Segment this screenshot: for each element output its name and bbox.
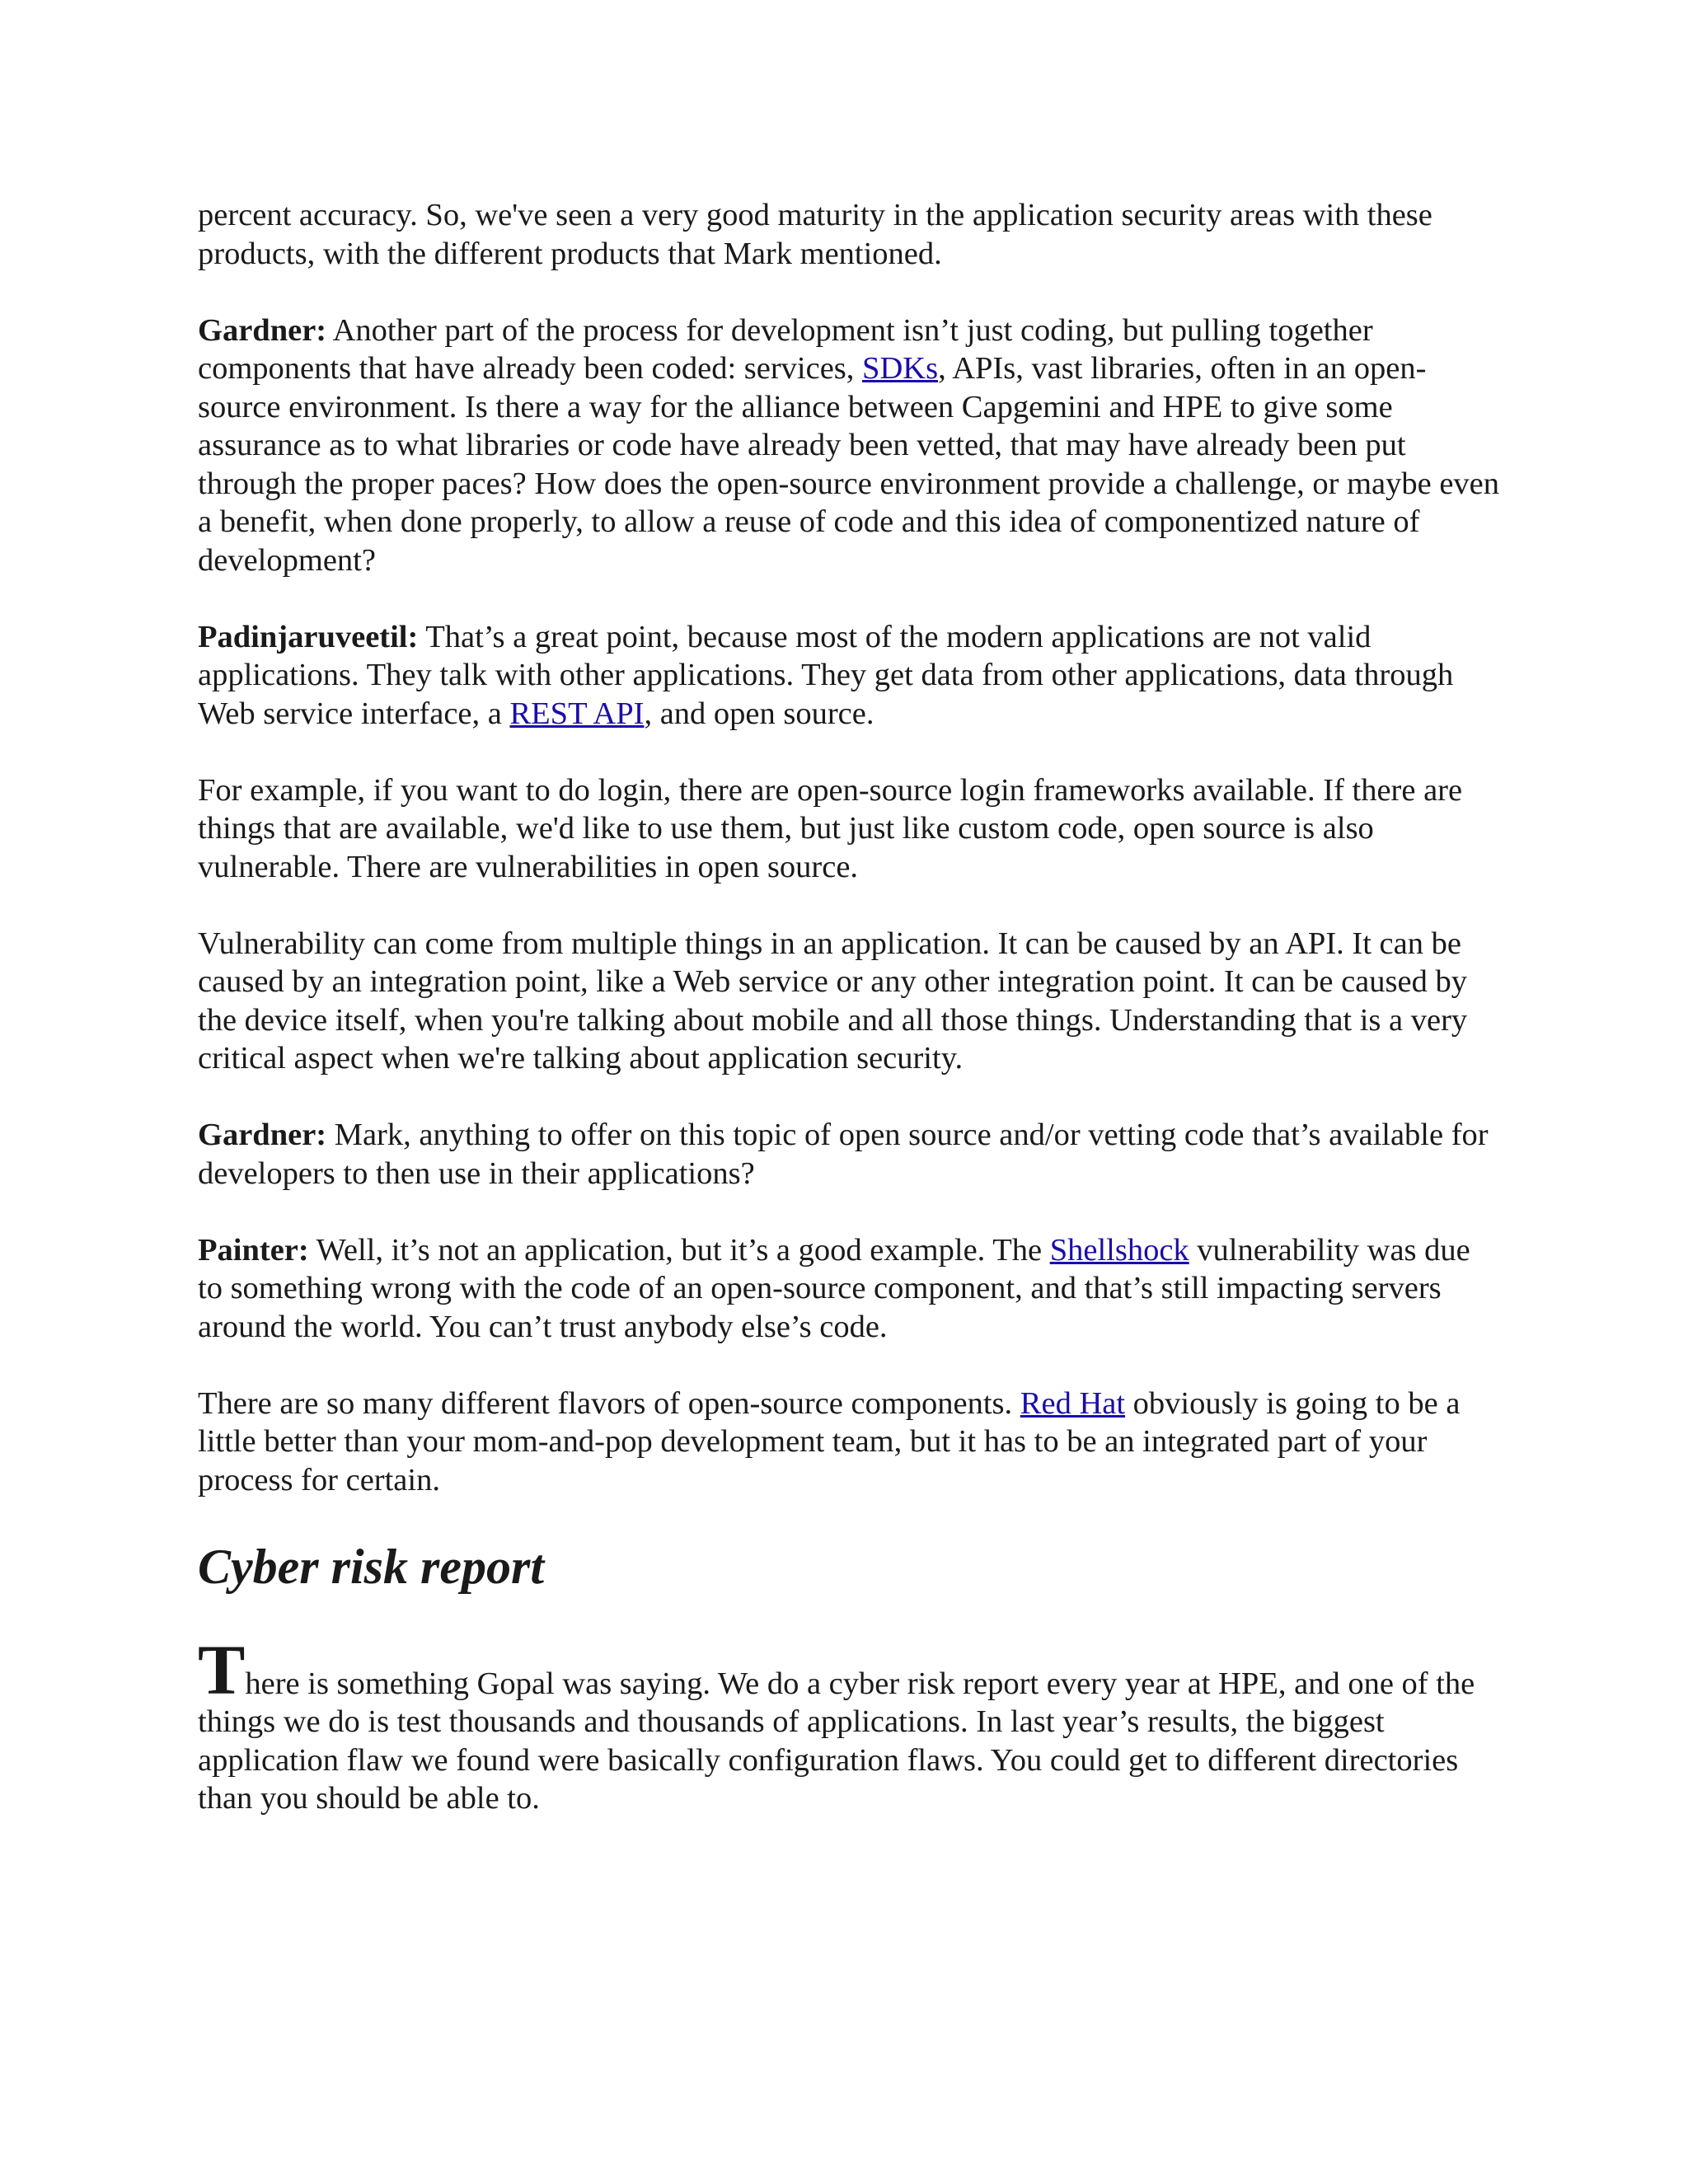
paragraph-padinjaruveetil-answer	[198, 618, 1500, 733]
section-heading: Cyber risk report	[198, 1539, 544, 1594]
link-red-hat[interactable]: Red Hat	[1020, 1385, 1126, 1421]
document-page	[198, 196, 1500, 1818]
paragraph-text: Mark, anything to offer on this topic of open source and/or vetting code that’s available for developers to then use in their applications?	[198, 1118, 1489, 1191]
paragraph-text: here is something Gopal was saying. We do a cyber risk report every year at HPE, and one of the things we do is test thousands and thousands of applications. In last year’s results, the biggest application flaw we found were basically configuration flaws. You could get to different directories than you should be able to.	[198, 1666, 1475, 1816]
paragraph-text: , and open source.	[644, 696, 874, 731]
paragraph-text: That’s a great point, because most of the modern applications are not valid applications. They talk with other applications. They get data from other applications, data through Web service interface, a	[198, 619, 1454, 731]
speaker-label: Padinjaruveetil:	[198, 619, 419, 654]
speaker-label: Gardner:	[198, 312, 327, 348]
paragraph-vulnerability-sources	[198, 925, 1500, 1078]
paragraph-text: , APIs, vast libraries, often in an open-source environment. Is there a way for the alliance between Capgemini and HPE to give some assurance as to what libraries or code have already been vetted, that may have already been put through the proper paces? How does the open-source environment provide a challenge, or maybe even a benefit, when done properly, to allow a reuse of code and this idea of componentized nature of development?	[198, 351, 1499, 578]
paragraph-painter-answer	[198, 1231, 1500, 1347]
drop-cap: T	[198, 1629, 246, 1709]
paragraph-text: Vulnerability can come from multiple things in an application. It can be caused by an API. It can be caused by an integration point, like a Web service or any other integration point. It can be caused by the device itself, when you're talking about mobile and all those things. Understanding that is a very critical aspect when we're talking about application security.	[198, 926, 1468, 1076]
paragraph-text: For example, if you want to do login, there are open-source login frameworks available. If there are things that are available, we'd like to use them, but just like custom code, open source is also vulnerable. There are vulnerabilities in open source.	[198, 772, 1463, 884]
paragraph-text: There are so many different flavors of open-source components.	[198, 1385, 1020, 1421]
paragraph-login-example	[198, 771, 1500, 887]
paragraph-text: Another part of the process for development isn’t just coding, but pulling together components that have already been coded: services,	[198, 312, 1373, 386]
link-shellshock[interactable]: Shellshock	[1049, 1232, 1189, 1268]
paragraph-open-source-flavors	[198, 1385, 1500, 1500]
speaker-label: Painter:	[198, 1232, 309, 1268]
speaker-label: Gardner:	[198, 1118, 327, 1152]
paragraph-accuracy	[198, 196, 1500, 273]
paragraph-cyber-risk	[198, 1629, 1500, 1818]
paragraph-text: obviously is going to be a little better than your mom-and-pop development team, but it has to be an integrated part of your process for certain.	[198, 1385, 1461, 1497]
paragraph-text: vulnerability was due to something wrong with the code of an open-source component, and that’s still impacting servers around the world. You can’t trust anybody else’s code.	[198, 1232, 1470, 1344]
paragraph-gardner-question	[198, 312, 1500, 580]
link-rest-api[interactable]: REST API	[509, 696, 645, 731]
link-sdks[interactable]: SDKs	[862, 351, 939, 386]
paragraph-gardner-followup	[198, 1116, 1500, 1193]
paragraph-text: Well, it’s not an application, but it’s a good example. The	[308, 1232, 1050, 1268]
paragraph-text: percent accuracy. So, we've seen a very good maturity in the application security areas with these products, with the different products that Mark mentioned.	[198, 198, 1432, 271]
